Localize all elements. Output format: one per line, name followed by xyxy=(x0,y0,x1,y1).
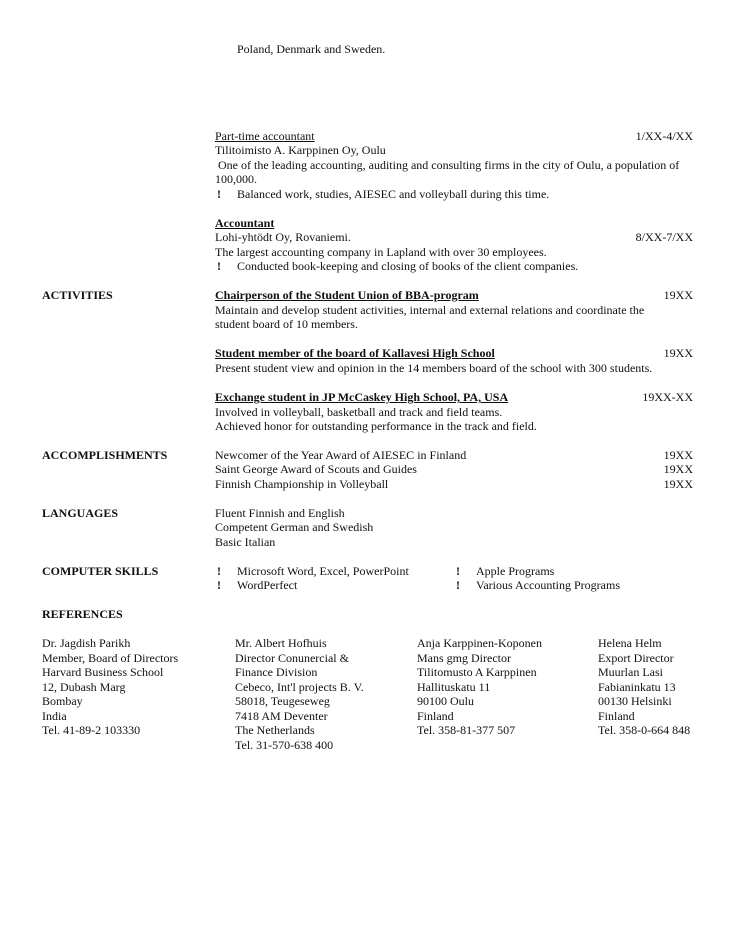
reference-line: Bombay xyxy=(42,694,83,708)
reference-line: Fabianinkatu 13 xyxy=(598,679,676,694)
reference-line: Finance Division xyxy=(235,665,318,679)
section-heading-languages: LANGUAGES xyxy=(42,506,119,520)
language-item: Competent German and Swedish xyxy=(215,520,374,534)
skill-item xyxy=(454,578,620,593)
reference-card xyxy=(235,636,364,752)
skill-item xyxy=(215,564,409,579)
accomplishment-year: 19XX xyxy=(663,462,693,476)
activity-dates: 19XX-XX xyxy=(642,390,693,404)
activity-line: Involved in volleyball, basketball and track and field teams. xyxy=(215,405,503,419)
reference-line: Mr. Albert Hofhuis xyxy=(235,636,327,650)
reference-line: Cebeco, Int'l projects B. V. xyxy=(235,679,364,694)
activity-line: Achieved honor for outstanding performance in the track and field. xyxy=(215,419,537,433)
accomplishment-item: Finnish Championship in Volleyball xyxy=(215,477,389,491)
activity-dates: 19XX xyxy=(663,288,693,302)
intro-line: Poland, Denmark and Sweden. xyxy=(237,42,386,56)
accomplishment-item: Saint George Award of Scouts and Guides xyxy=(215,462,417,476)
reference-line: 58018, Teugeseweg xyxy=(235,694,330,708)
reference-line: Finland xyxy=(598,708,635,723)
accomplishment-year: 19XX xyxy=(663,448,693,462)
reference-line: Finland xyxy=(417,708,454,723)
reference-line: Tel. 358-81-377 507 xyxy=(417,723,516,737)
job-bullet xyxy=(215,187,549,202)
activity-dates: 19XX xyxy=(663,346,693,360)
job-company: Lohi-yhtödt Oy, Rovaniemi. xyxy=(215,230,351,244)
skill-text: Various Accounting Programs xyxy=(476,578,620,592)
bullet-icon: ! xyxy=(456,564,460,578)
job-bullet xyxy=(215,259,578,274)
skill-item xyxy=(454,564,554,579)
section-heading-computer-skills: COMPUTER SKILLS xyxy=(42,564,159,578)
reference-line: 7418 AM Deventer xyxy=(235,708,328,723)
reference-line: India xyxy=(42,708,67,723)
reference-line: Dr. Jagdish Parikh xyxy=(42,636,131,650)
reference-card xyxy=(417,636,542,738)
reference-line: Helena Helm xyxy=(598,636,662,650)
activity-title: Exchange student in JP McCaskey High School, PA, USA xyxy=(215,390,509,404)
activity-line: Present student view and opinion in the 14 members board of the school with 300 students. xyxy=(215,361,653,375)
reference-line: Tel. 358-0-664 848 xyxy=(598,723,691,737)
bullet-icon: ! xyxy=(217,187,221,201)
reference-line: Harvard Business School xyxy=(42,665,164,679)
section-heading-references: REFERENCES xyxy=(42,607,123,621)
job-title: Part-time accountant xyxy=(215,129,315,143)
job-company: Tilitoimisto A. Karppinen Oy, Oulu xyxy=(215,143,386,157)
bullet-text: Balanced work, studies, AIESEC and volleyball during this time. xyxy=(237,187,550,201)
job-title: Accountant xyxy=(215,216,275,230)
reference-line: Tel. 41-89-2 103330 xyxy=(42,723,141,737)
bullet-icon: ! xyxy=(456,578,460,592)
section-heading-activities: ACTIVITIES xyxy=(42,288,113,302)
reference-line: Hallituskatu 11 xyxy=(417,679,491,694)
accomplishment-item: Newcomer of the Year Award of AIESEC in Finland xyxy=(215,448,467,462)
skill-text: WordPerfect xyxy=(237,578,298,592)
reference-line: Export Director xyxy=(598,650,674,665)
bullet-icon: ! xyxy=(217,259,221,273)
reference-card xyxy=(598,636,690,738)
reference-line: The Netherlands xyxy=(235,723,315,737)
accomplishment-year: 19XX xyxy=(663,477,693,491)
language-item: Fluent Finnish and English xyxy=(215,506,345,520)
reference-line: Tilitomusto A Karppinen xyxy=(417,665,537,679)
bullet-icon: ! xyxy=(217,564,221,578)
activity-line: Maintain and develop student activities, internal and external relations and coordinate the xyxy=(215,303,645,317)
section-heading-accomplishments: ACCOMPLISHMENTS xyxy=(42,448,168,462)
reference-line: 90100 Oulu xyxy=(417,694,474,708)
reference-line: Muurlan Lasi xyxy=(598,665,663,679)
bullet-text: Conducted book-keeping and closing of books of the client companies. xyxy=(237,259,579,273)
reference-line: Anja Karppinen-Koponen xyxy=(417,636,542,650)
skill-text: Microsoft Word, Excel, PowerPoint xyxy=(237,564,409,578)
reference-line: Tel. 31-570-638 400 xyxy=(235,737,334,752)
language-item: Basic Italian xyxy=(215,535,276,549)
reference-line: 00130 Helsinki xyxy=(598,694,672,708)
activity-title: Student member of the board of Kallavesi High School xyxy=(215,346,495,360)
activity-line: student board of 10 members. xyxy=(215,317,358,331)
reference-line: Director Conunercial & xyxy=(235,650,349,665)
activity-title: Chairperson of the Student Union of BBA-program xyxy=(215,288,479,302)
reference-line: 12, Dubash Marg xyxy=(42,679,126,694)
reference-line: Member, Board of Directors xyxy=(42,650,179,665)
bullet-icon: ! xyxy=(217,578,221,592)
job-dates: 8/XX-7/XX xyxy=(635,230,693,244)
job-description: One of the leading accounting, auditing and consulting firms in the city of Oulu, a population of xyxy=(215,158,680,172)
job-description: The largest accounting company in Lapland with over 30 employees. xyxy=(215,245,547,259)
skill-item xyxy=(215,578,297,593)
reference-line: Mans gmg Director xyxy=(417,650,511,665)
job-dates: 1/XX-4/XX xyxy=(635,129,693,143)
job-description: 100,000. xyxy=(215,172,257,186)
skill-text: Apple Programs xyxy=(476,564,555,578)
reference-card xyxy=(42,636,178,738)
